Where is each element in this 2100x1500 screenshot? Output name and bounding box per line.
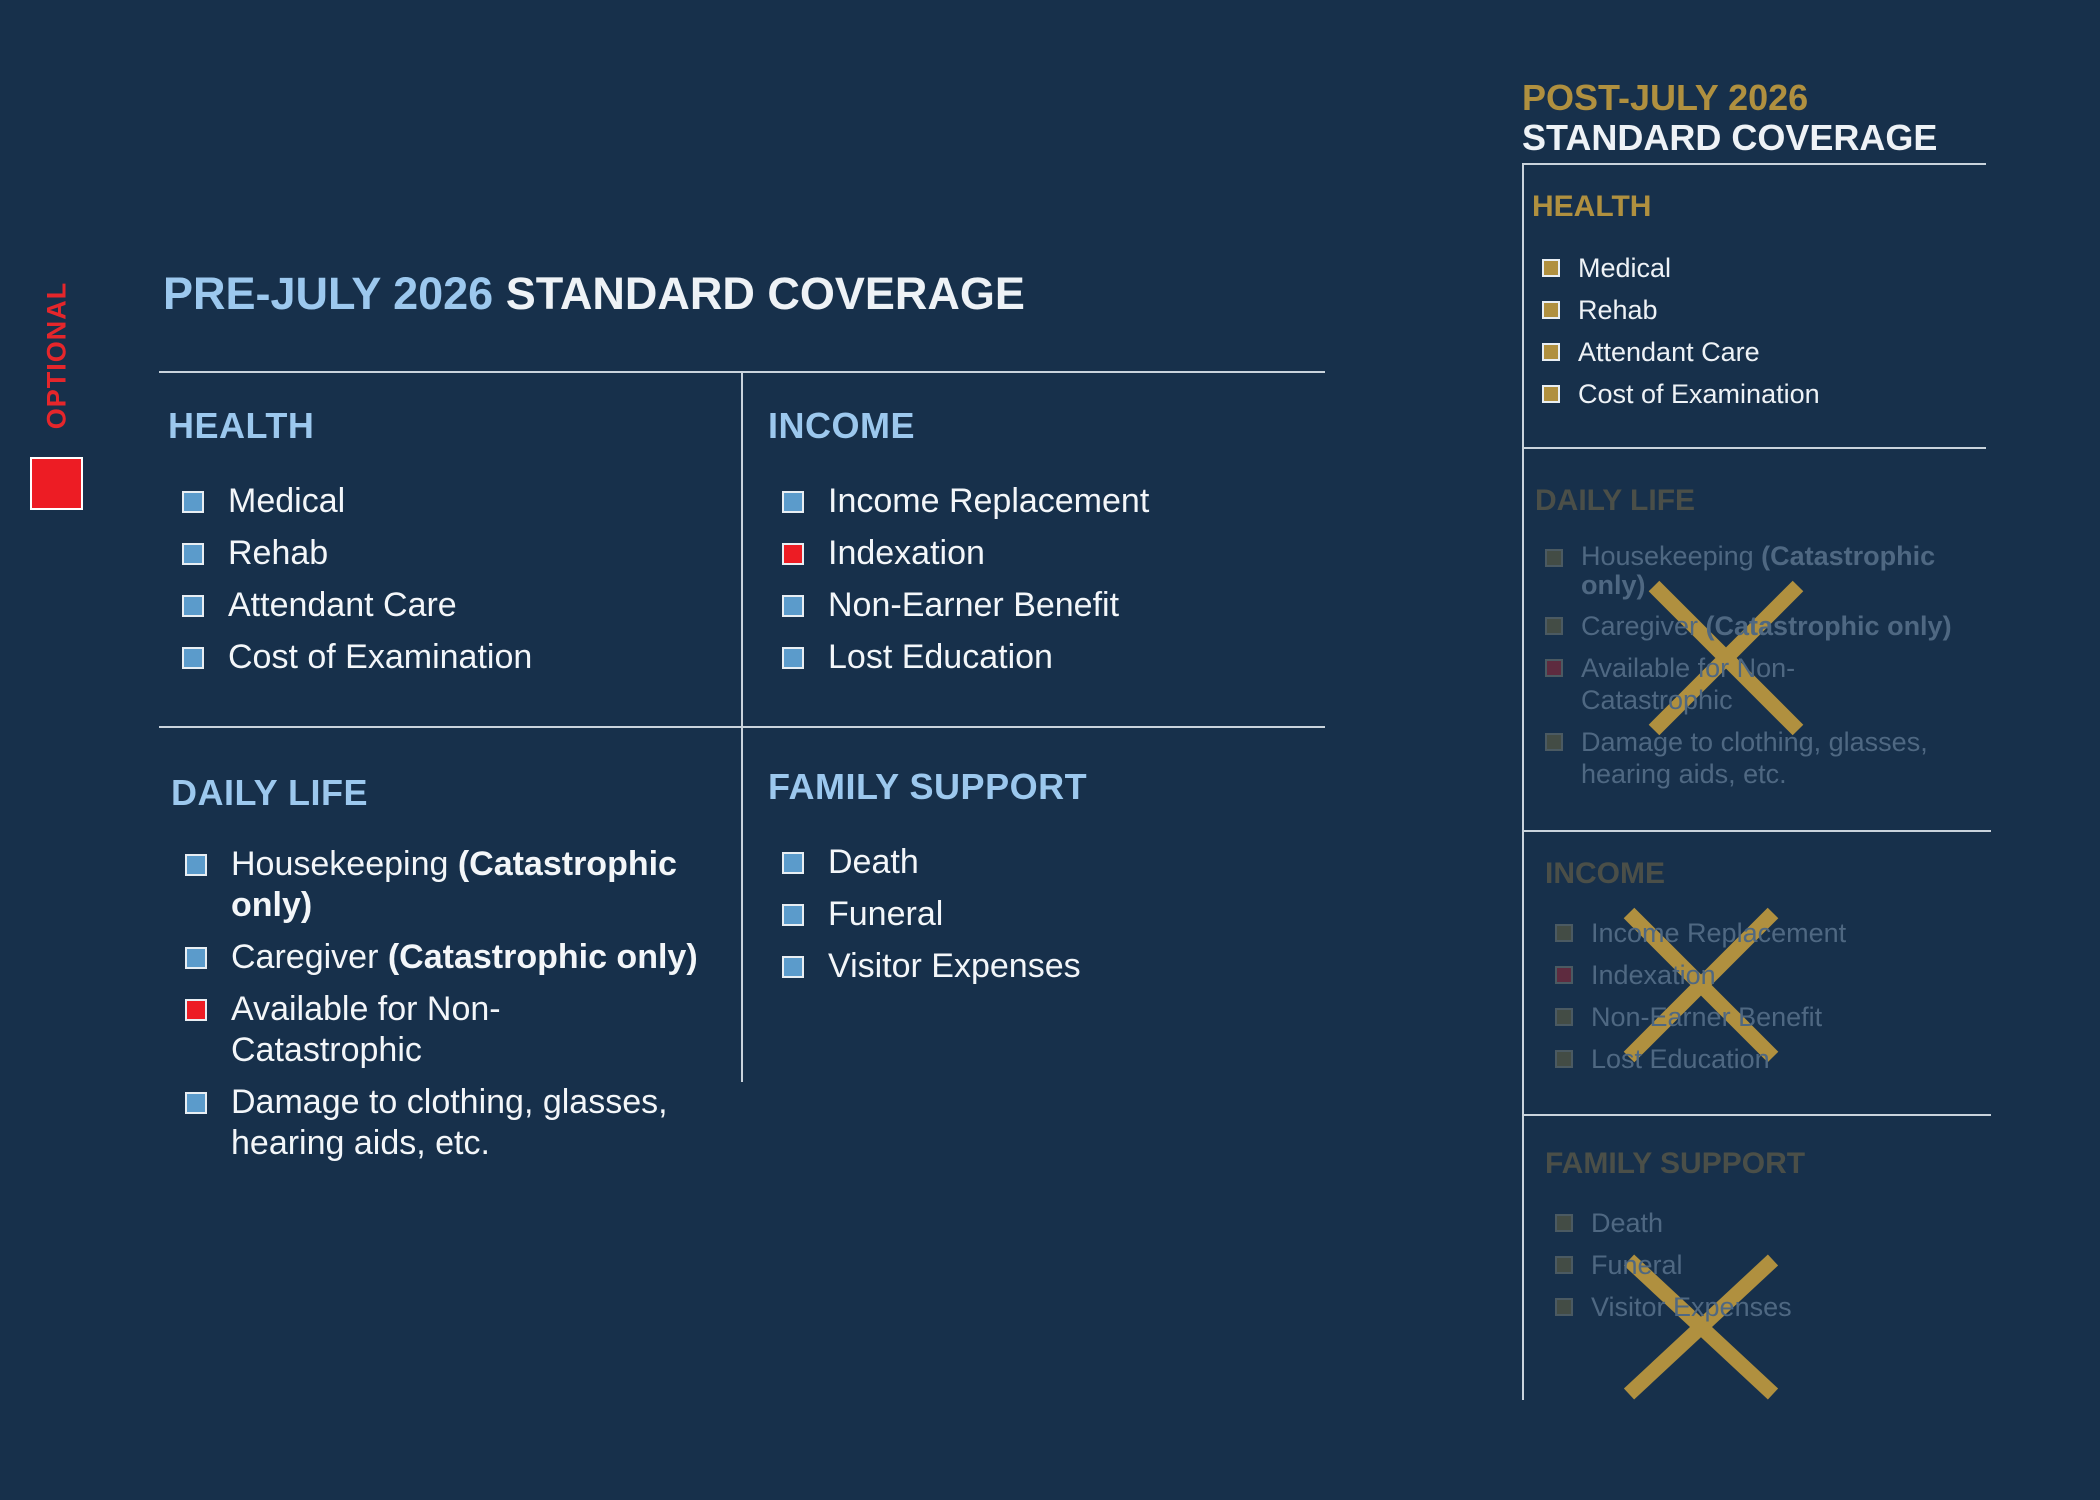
checkbox-icon <box>185 854 207 876</box>
list-item: Damage to clothing, glasses, hearing aids, etc. <box>1545 726 1945 790</box>
divider <box>1522 163 1524 1400</box>
list-item: Non-Earner Benefit <box>1555 1001 1985 1033</box>
list-item: Cost of Examination <box>182 637 728 678</box>
checkbox-icon <box>1555 1256 1573 1274</box>
optional-checkbox-icon <box>782 543 804 565</box>
checkbox-icon <box>782 595 804 617</box>
checkbox-icon <box>782 904 804 926</box>
checkbox-icon <box>182 543 204 565</box>
list-item: Rehab <box>182 533 728 574</box>
post-income-section: INCOME Income Replacement Indexation Non-Earner Benefit Lost Education <box>1545 857 1985 1085</box>
pre-income-section: INCOME Income Replacement Indexation Non-Earner Benefit Lost Education <box>768 405 1328 689</box>
list-item: Funeral <box>782 894 1328 935</box>
checkbox-icon <box>182 647 204 669</box>
list-item: Damage to clothing, glasses, hearing aids, etc. <box>185 1082 685 1164</box>
optional-legend-swatch <box>30 457 83 510</box>
divider <box>741 372 743 1082</box>
divider <box>1523 830 1991 832</box>
checkbox-icon <box>185 1092 207 1114</box>
list-item: Death <box>1555 1207 1985 1239</box>
list-item: Medical <box>1542 252 1982 284</box>
list-item: Caregiver (Catastrophic only) <box>1545 610 1985 642</box>
list-item: Death <box>782 842 1328 883</box>
list-item: Attendant Care <box>1542 336 1982 368</box>
checkbox-icon <box>1545 617 1563 635</box>
list-item: Income Replacement <box>1555 917 1985 949</box>
list-item: Non-Earner Benefit <box>782 585 1328 626</box>
list-item: Visitor Expenses <box>782 946 1328 987</box>
divider <box>1523 1114 1991 1116</box>
list-item: Housekeeping (Catastrophic only) <box>185 844 731 926</box>
pre-family-support-section: FAMILY SUPPORT Death Funeral Visitor Expenses <box>768 766 1328 998</box>
checkbox-icon <box>782 491 804 513</box>
list-item: Indexation <box>782 533 1328 574</box>
checkbox-icon <box>1545 549 1563 567</box>
checkbox-icon <box>1542 259 1560 277</box>
optional-checkbox-icon <box>1545 659 1563 677</box>
checkbox-icon <box>1542 301 1560 319</box>
checkbox-icon <box>1555 1214 1573 1232</box>
list-item: Lost Education <box>1555 1043 1985 1075</box>
checkbox-icon <box>782 647 804 669</box>
checkbox-icon <box>1555 924 1573 942</box>
checkbox-icon <box>1555 1050 1573 1068</box>
divider <box>1523 447 1986 449</box>
checkbox-icon <box>182 491 204 513</box>
optional-label: OPTIONAL <box>41 281 72 429</box>
list-item: Cost of Examination <box>1542 378 1982 410</box>
pre-title: PRE-JULY 2026 STANDARD COVERAGE <box>163 268 1025 319</box>
list-item: Indexation <box>1555 959 1985 991</box>
list-item: Income Replacement <box>782 481 1328 522</box>
list-item: Available for Non-Catastrophic <box>1545 652 1845 716</box>
list-item: Caregiver (Catastrophic only) <box>185 937 731 978</box>
checkbox-icon <box>182 595 204 617</box>
post-daily-life-section: DAILY LIFE Housekeeping (Catastrophic only) Caregiver (Catastrophic only) Available for Non-Catastrophic Damage to clothing, glasses, hearing aids, etc. <box>1535 484 1985 800</box>
post-health-section: HEALTH Medical Rehab Attendant Care Cost of Examination <box>1532 190 1982 420</box>
list-item: Funeral <box>1555 1249 1985 1281</box>
optional-checkbox-icon <box>185 999 207 1021</box>
post-title: POST-JULY 2026 STANDARD COVERAGE <box>1522 77 1938 158</box>
optional-checkbox-icon <box>1555 966 1573 984</box>
list-item: Attendant Care <box>182 585 728 626</box>
divider <box>1523 163 1986 165</box>
pre-health-section: HEALTH Medical Rehab Attendant Care Cost of Examination <box>168 405 728 689</box>
list-item: Available for Non-Catastrophic <box>185 989 545 1071</box>
list-item: Visitor Expenses <box>1555 1291 1985 1323</box>
checkbox-icon <box>1542 385 1560 403</box>
list-item: Rehab <box>1542 294 1982 326</box>
list-item: Medical <box>182 481 728 522</box>
post-family-support-section: FAMILY SUPPORT Death Funeral Visitor Expenses <box>1545 1147 1985 1333</box>
list-item: Lost Education <box>782 637 1328 678</box>
pre-daily-life-section: DAILY LIFE Housekeeping (Catastrophic only) Caregiver (Catastrophic only) Available for Non-Catastrophic Damage to clothing, glasses, hearing aids, etc. <box>171 772 731 1175</box>
checkbox-icon <box>1555 1298 1573 1316</box>
checkbox-icon <box>782 956 804 978</box>
checkbox-icon <box>185 947 207 969</box>
list-item: Housekeeping (Catastrophic only) <box>1545 542 1985 600</box>
checkbox-icon <box>1555 1008 1573 1026</box>
checkbox-icon <box>1545 733 1563 751</box>
checkbox-icon <box>782 852 804 874</box>
checkbox-icon <box>1542 343 1560 361</box>
